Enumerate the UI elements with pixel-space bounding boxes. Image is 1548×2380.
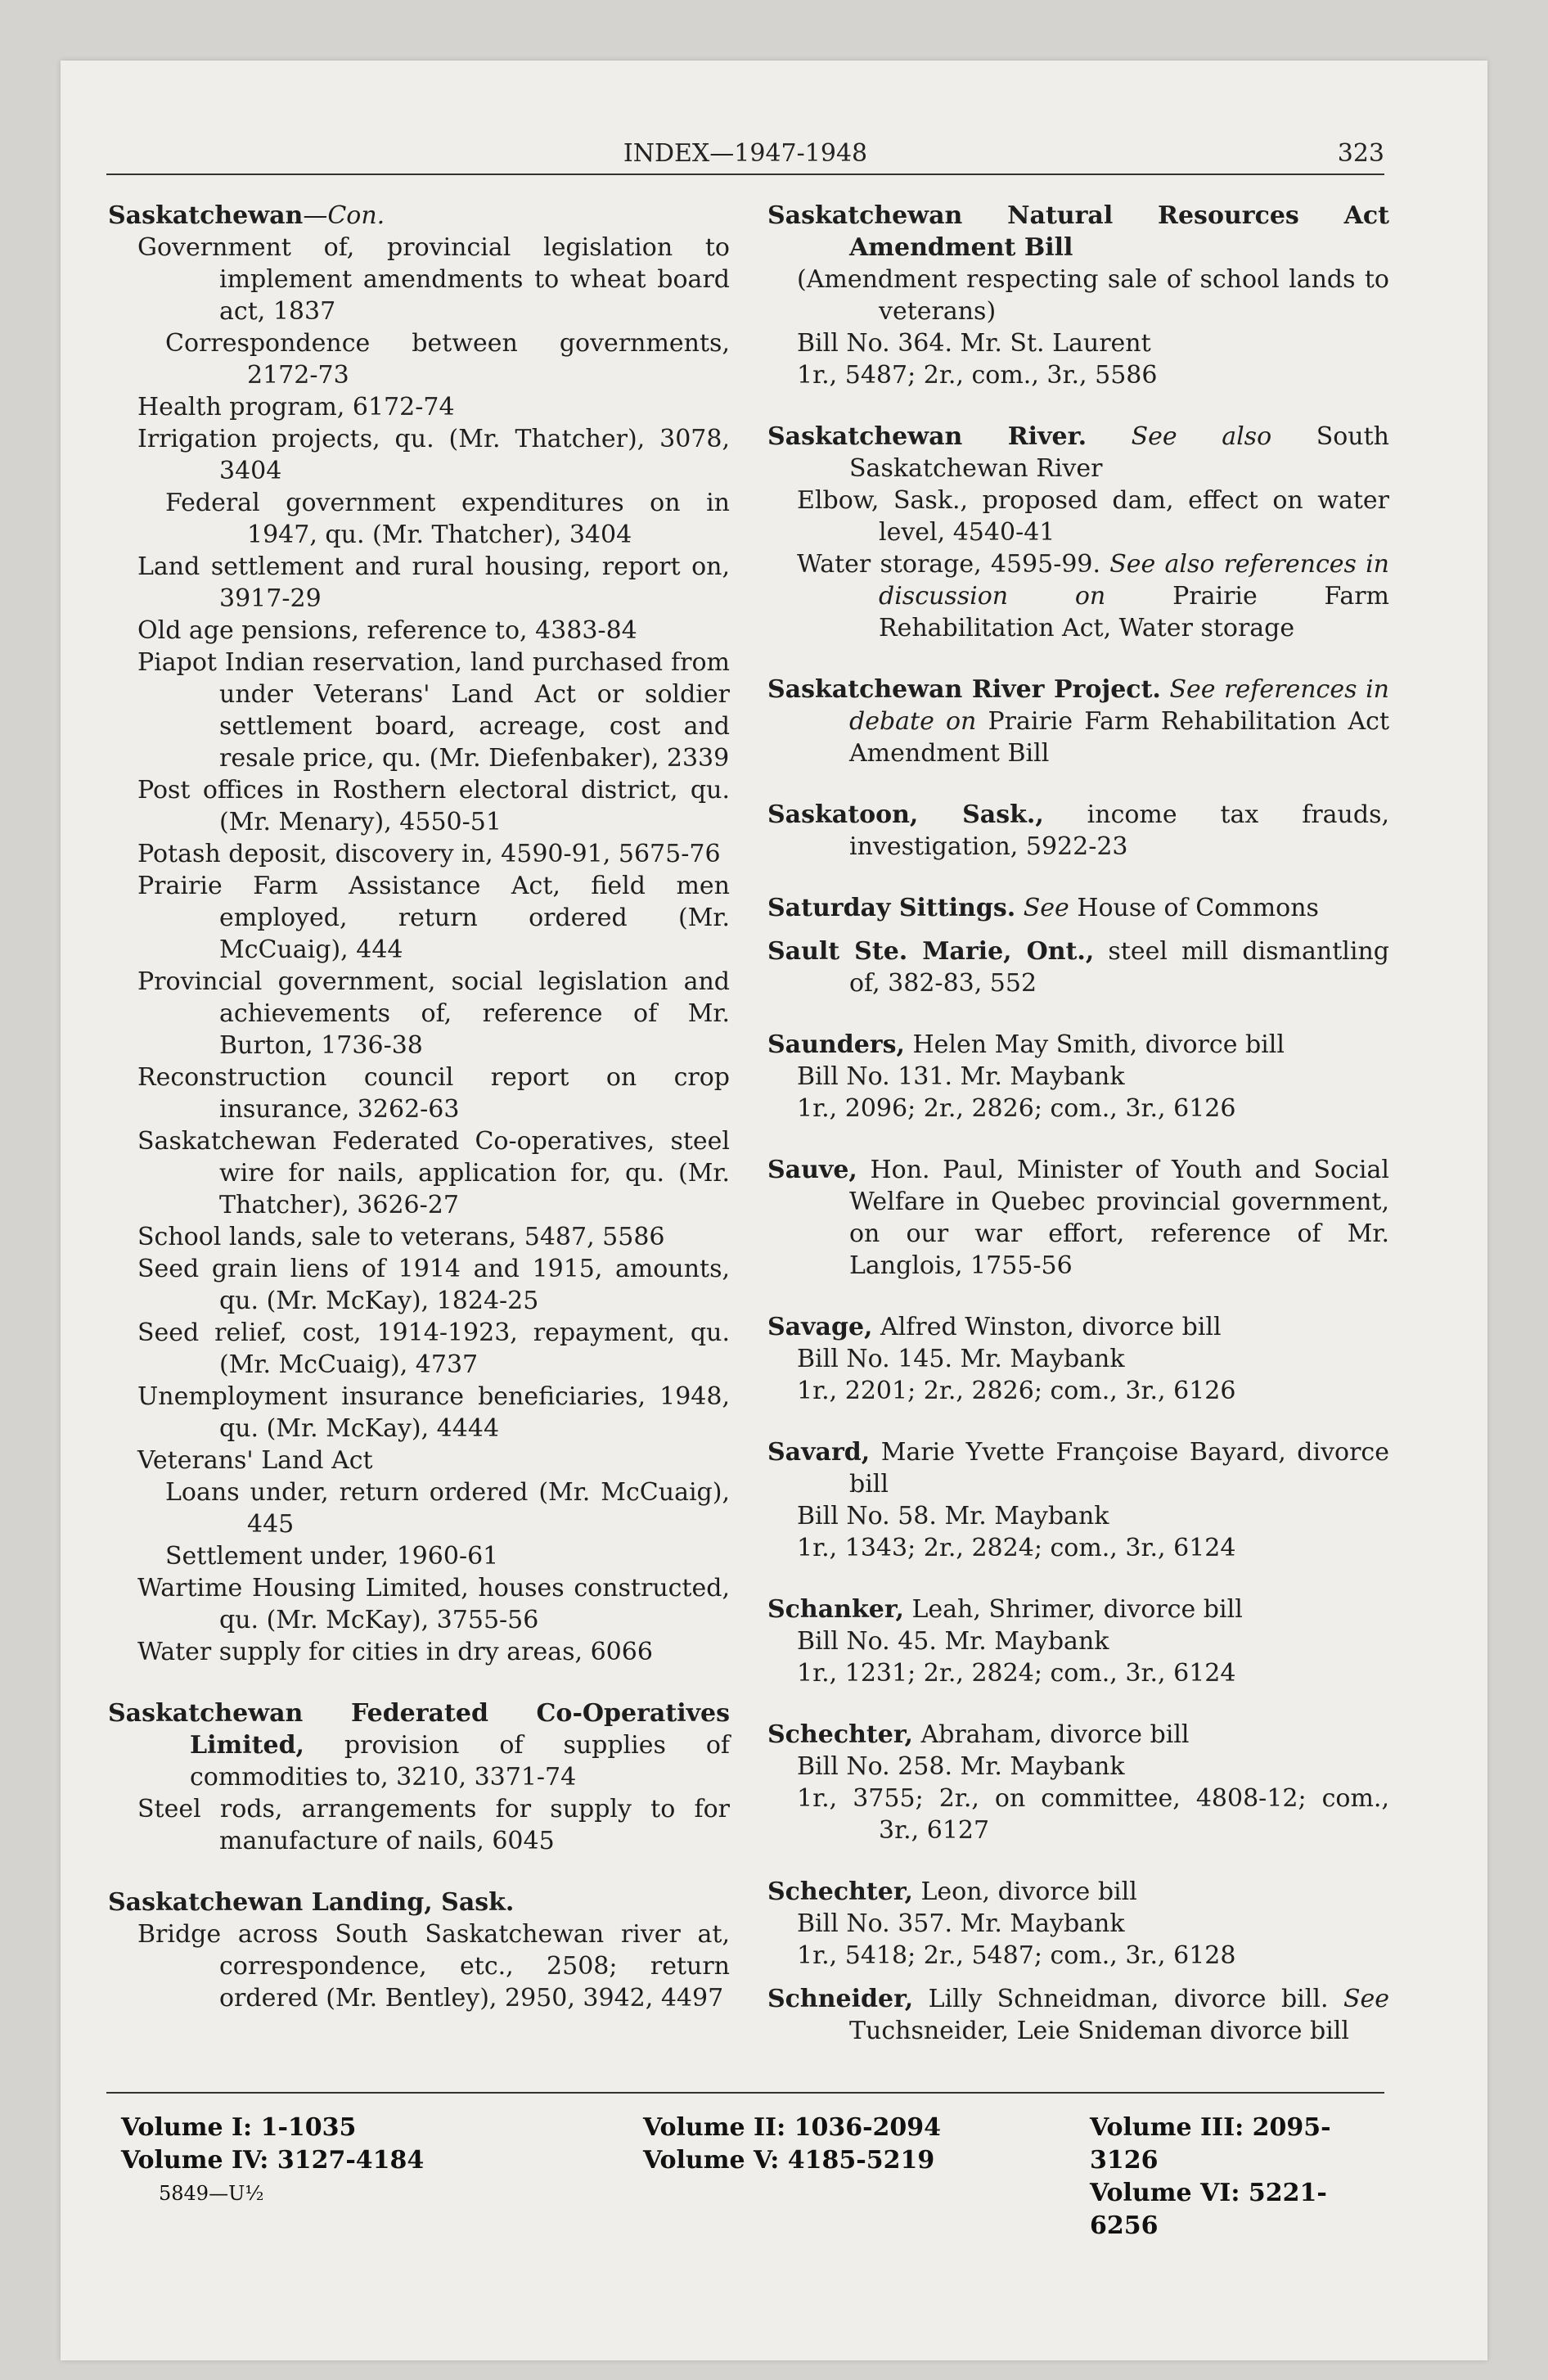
entry-heading: Saskatchewan Federated Co-Operatives Limited, provision of supplies of commodities to, 3210, 3371-74 <box>108 1699 730 1792</box>
index-entry: Saunders, Helen May Smith, divorce bill Bill No. 131. Mr. Maybank 1r., 2096; 2r., 2826; com., 3r., 6126 <box>767 1030 1285 1123</box>
index-subentry: Land settlement and rural housing, report on, 3917-29 <box>137 552 730 613</box>
page-header <box>106 133 1384 175</box>
index-entry: Saskatoon, Sask., income tax frauds, investigation, 5922-23 <box>767 800 1389 861</box>
index-subentry: Unemployment insurance beneficiaries, 1948, qu. (Mr. McKay), 4444 <box>137 1382 730 1443</box>
footer-column <box>643 2112 941 2177</box>
index-entry: Sauve, Hon. Paul, Minister of Youth and Social Welfare in Quebec provincial government, on our war effort, reference of Mr. Langlois, 1755-56 <box>767 1156 1389 1280</box>
index-entry: Savard, Marie Yvette Françoise Bayard, divorce bill Bill No. 58. Mr. Maybank 1r., 1343; 2r., 2824; com., 3r., 6124 <box>767 1438 1389 1562</box>
index-subentry: Loans under, return ordered (Mr. McCuaig), 445 <box>165 1478 730 1539</box>
volume-range: Volume II: 1036-2094 <box>643 2113 942 2142</box>
index-subentry: Health program, 6172-74 <box>137 393 455 421</box>
index-entry: Saturday Sittings. See House of Commons <box>767 894 1319 922</box>
volume-footer <box>106 2092 1384 2240</box>
right-column <box>767 200 1389 2055</box>
footer-column <box>1090 2112 1384 2243</box>
volume-range: Volume I: 1-1035 <box>121 2113 357 2142</box>
entry-heading: Saskatchewan Landing, Sask. <box>108 1888 515 1917</box>
index-subentry: Potash deposit, discovery in, 4590-91, 5675-76 <box>137 840 721 868</box>
index-subentry: Government of, provincial legislation to implement amendments to wheat board act, 1837 <box>137 233 730 326</box>
volume-range: Volume V: 4185-5219 <box>643 2146 935 2175</box>
index-page <box>61 61 1487 2360</box>
volume-range: Volume VI: 5221-6256 <box>1090 2179 1327 2240</box>
index-entry: Schechter, Leon, divorce bill Bill No. 357. Mr. Maybank 1r., 5418; 2r., 5487; com., 3r., 6128 <box>767 1877 1236 1970</box>
page-number: 323 <box>1337 139 1384 168</box>
index-subentry: Saskatchewan Federated Co-operatives, steel wire for nails, application for, qu. (Mr. Thatcher), 3626-27 <box>137 1127 730 1219</box>
index-subentry: Provincial government, social legislation and achievements of, reference of Mr. Burton, 1736-38 <box>137 967 730 1060</box>
left-column <box>108 200 730 2014</box>
index-subentry: Wartime Housing Limited, houses constructed, qu. (Mr. McKay), 3755-56 <box>137 1574 730 1634</box>
index-entry: Saskatchewan River. See also South Saskatchewan River Elbow, Sask., proposed dam, effect on water level, 4540-41 Water storage, 4595-99. See also references in discussion on Prairie Farm Rehabilitation Act, Water storage <box>767 422 1389 642</box>
page-title: INDEX—1947-1948 <box>623 139 868 168</box>
index-subentry: Reconstruction council report on crop insurance, 3262-63 <box>137 1063 730 1124</box>
index-entry: Saskatchewan Natural Resources Act Amendment Bill (Amendment respecting sale of school lands to veterans) Bill No. 364. Mr. St. Laurent 1r., 5487; 2r., com., 3r., 5586 <box>767 201 1389 390</box>
index-entry: Savage, Alfred Winston, divorce bill Bill No. 145. Mr. Maybank 1r., 2201; 2r., 2826; com., 3r., 6126 <box>767 1313 1236 1405</box>
index-entry: Schechter, Abraham, divorce bill Bill No. 258. Mr. Maybank 1r., 3755; 2r., on committee, 4808-12; com., 3r., 6127 <box>767 1720 1389 1845</box>
footer-column <box>121 2112 424 2210</box>
index-subentry: Water supply for cities in dry areas, 6066 <box>137 1638 653 1666</box>
index-entry: Sault Ste. Marie, Ont., steel mill dismantling of, 382-83, 552 <box>767 937 1389 998</box>
volume-range: Volume IV: 3127-4184 <box>121 2146 425 2175</box>
index-subentry: Piapot Indian reservation, land purchased from under Veterans' Land Act or soldier settlement board, acreage, cost and resale price, qu. (Mr. Diefenbaker), 2339 <box>137 648 730 773</box>
index-subentry: Steel rods, arrangements for supply to for manufacture of nails, 6045 <box>137 1795 730 1855</box>
index-subentry: Old age pensions, reference to, 4383-84 <box>137 616 637 645</box>
index-subentry: Federal government expenditures on in 1947, qu. (Mr. Thatcher), 3404 <box>165 489 730 549</box>
index-subentry: Veterans' Land Act <box>137 1446 373 1475</box>
index-subentry: Post offices in Rosthern electoral district, qu. (Mr. Menary), 4550-51 <box>137 776 730 836</box>
volume-range: Volume III: 2095-3126 <box>1090 2113 1331 2175</box>
index-subentry: Irrigation projects, qu. (Mr. Thatcher), 3078, 3404 <box>137 425 730 485</box>
entry-heading: Saskatchewan—Con. <box>108 201 385 230</box>
index-subentry: School lands, sale to veterans, 5487, 5586 <box>137 1223 665 1251</box>
index-entry: Schneider, Lilly Schneidman, divorce bill. See Tuchsneider, Leie Snideman divorce bill <box>767 1985 1390 2045</box>
index-subentry: Settlement under, 1960-61 <box>165 1542 499 1571</box>
index-entry: Saskatchewan River Project. See references in debate on Prairie Farm Rehabilitation Act Amendment Bill <box>767 675 1390 768</box>
index-subentry: Prairie Farm Assistance Act, field men employed, return ordered (Mr. McCuaig), 444 <box>137 872 730 964</box>
index-subentry: Seed grain liens of 1914 and 1915, amounts, qu. (Mr. McKay), 1824-25 <box>137 1255 730 1315</box>
index-subentry: Correspondence between governments, 2172-73 <box>165 329 730 390</box>
index-subentry: Bridge across South Saskatchewan river at, correspondence, etc., 2508; return ordered (Mr. Bentley), 2950, 3942, 4497 <box>137 1920 730 2013</box>
index-entry: Schanker, Leah, Shrimer, divorce bill Bill No. 45. Mr. Maybank 1r., 1231; 2r., 2824; com., 3r., 6124 <box>767 1595 1243 1688</box>
index-subentry: Seed relief, cost, 1914-1923, repayment, qu. (Mr. McCuaig), 4737 <box>137 1318 730 1379</box>
print-code: 5849—U½ <box>159 2182 264 2205</box>
